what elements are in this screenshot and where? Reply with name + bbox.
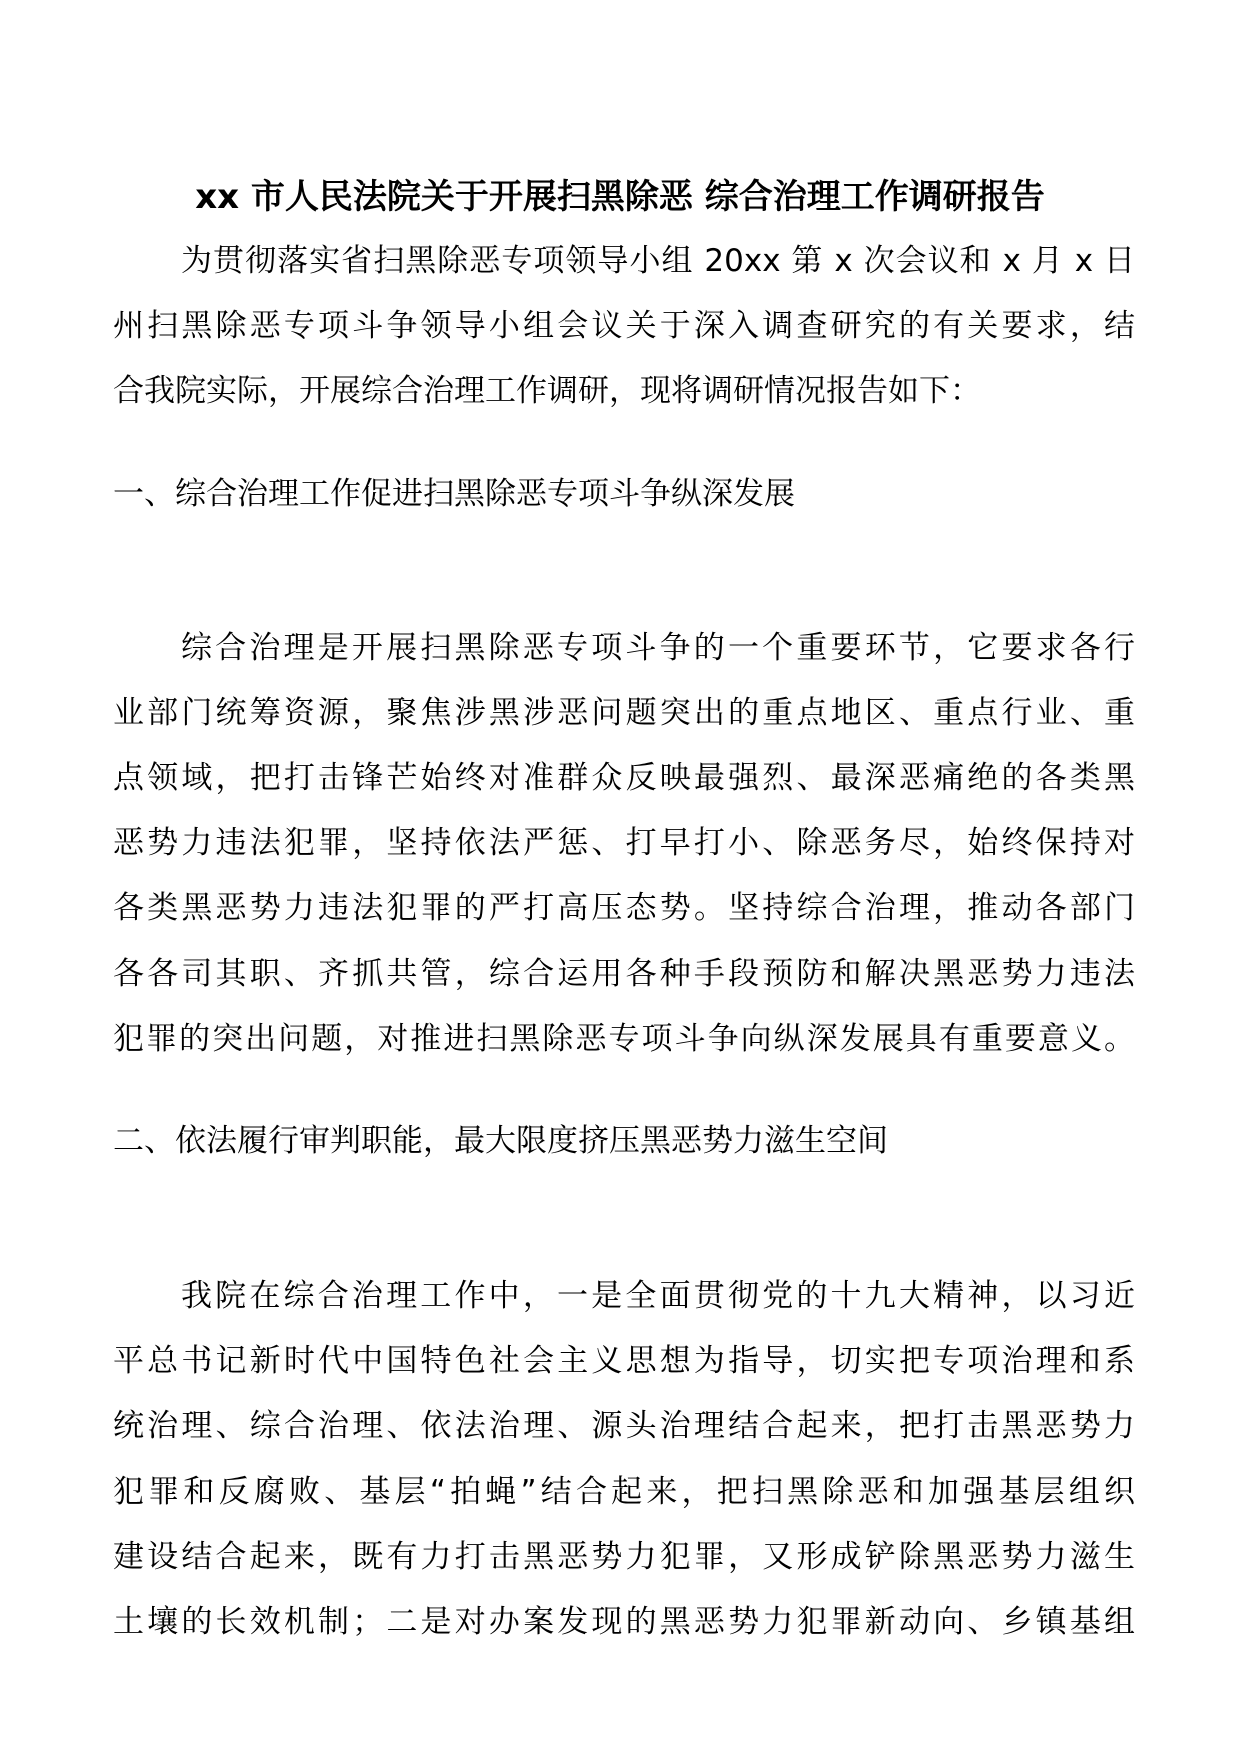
section1-line: 业部门统筹资源，聚焦涉黑涉恶问题突出的重点地区、重点行业、重 [113, 695, 1135, 731]
section1-line: 综合治理是开展扫黑除恶专项斗争的一个重要环节，它要求各行 [181, 630, 1135, 666]
intro-line: 合我院实际，开展综合治理工作调研，现将调研情况报告如下： [113, 373, 981, 409]
section2-line: 平总书记新时代中国特色社会主义思想为指导，切实把专项治理和系 [113, 1343, 1135, 1379]
section1-line: 各类黑恶势力违法犯罪的严打高压态势。坚持综合治理，推动各部门 [113, 890, 1135, 926]
section1-line: 犯罪的突出问题，对推进扫黑除恶专项斗争向纵深发展具有重要意义。 [113, 1021, 1135, 1057]
section1-line: 点领域，把打击锋芒始终对准群众反映最强烈、最深恶痛绝的各类黑 [113, 760, 1135, 796]
intro-line: 为贯彻落实省扫黑除恶专项领导小组 20xx 第 x 次会议和 x 月 x 日 [181, 243, 1135, 279]
section-heading-1: 一、综合治理工作促进扫黑除恶专项斗争纵深发展 [113, 476, 795, 512]
section2-line: 土壤的长效机制；二是对办案发现的黑恶势力犯罪新动向、乡镇基组 [113, 1604, 1135, 1640]
section-heading-2: 二、依法履行审判职能，最大限度挤压黑恶势力滋生空间 [113, 1123, 888, 1159]
section2-line: 建设结合起来，既有力打击黑恶势力犯罪，又形成铲除黑恶势力滋生 [113, 1539, 1135, 1575]
intro-line: 州扫黑除恶专项斗争领导小组会议关于深入调查研究的有关要求，结 [113, 308, 1135, 344]
section2-line: 我院在综合治理工作中，一是全面贯彻党的十九大精神，以习近 [181, 1278, 1135, 1314]
section2-line: 统治理、综合治理、依法治理、源头治理结合起来，把打击黑恶势力 [113, 1408, 1135, 1444]
document-title: xx 市人民法院关于开展扫黑除恶 综合治理工作调研报告 [195, 177, 1045, 217]
section1-line: 各各司其职、齐抓共管，综合运用各种手段预防和解决黑恶势力违法 [113, 956, 1135, 992]
section1-line: 恶势力违法犯罪，坚持依法严惩、打早打小、除恶务尽，始终保持对 [113, 825, 1135, 861]
section2-line: 犯罪和反腐败、基层“拍蝇”结合起来，把扫黑除恶和加强基层组织 [113, 1474, 1135, 1510]
